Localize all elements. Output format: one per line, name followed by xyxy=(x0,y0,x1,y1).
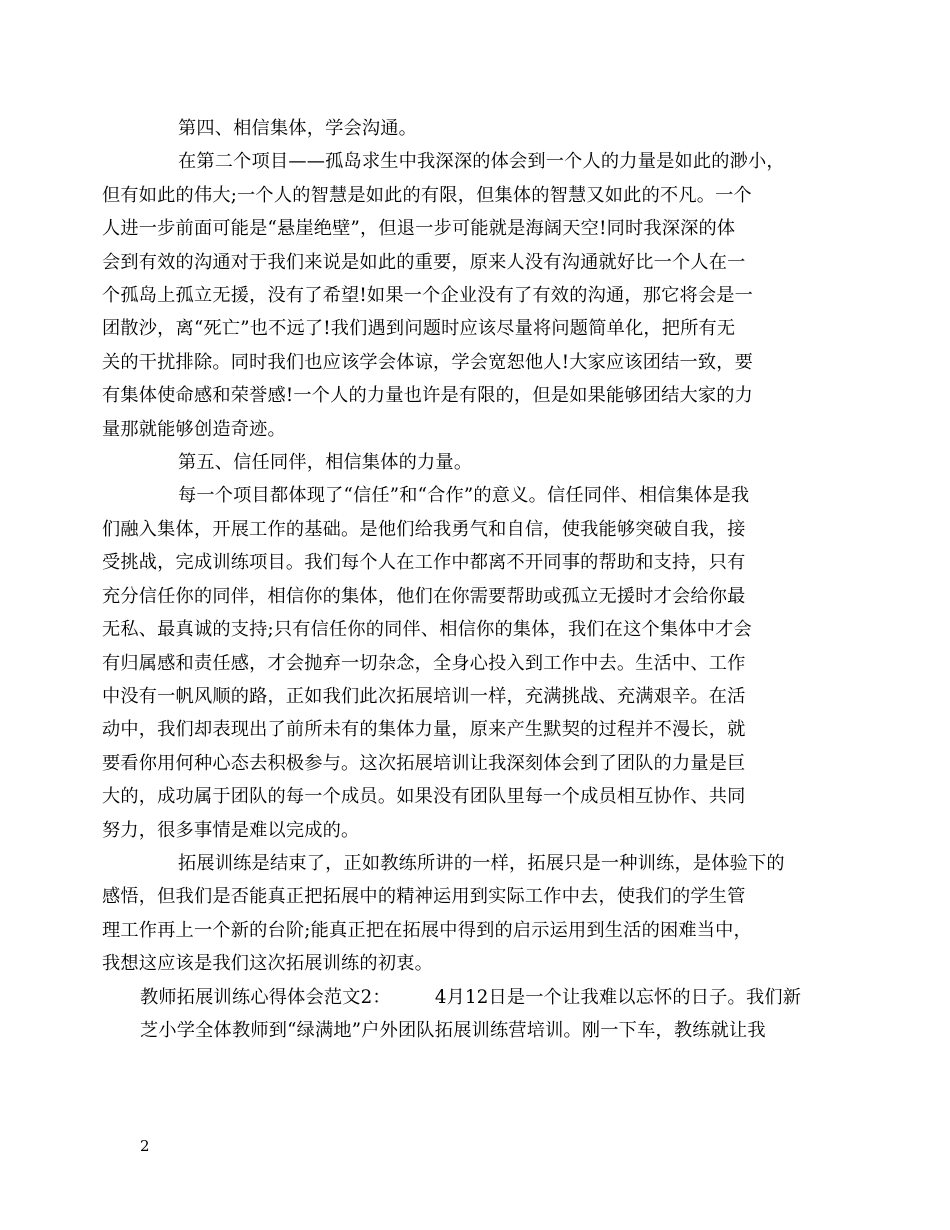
paragraph-line: 人进一步前面可能是“悬崖绝壁”，但退一步可能就是海阔天空!同时我深深的体 xyxy=(102,218,736,240)
final-paragraph-line xyxy=(140,981,812,1014)
paragraph xyxy=(102,145,812,446)
paragraph-line: 团散沙，离“死亡”也不远了!我们遇到问题时应该尽量将问题简单化，把所有无 xyxy=(102,318,736,340)
paragraph-line: 努力，很多事情是难以完成的。 xyxy=(102,819,360,841)
paragraph xyxy=(102,479,812,846)
paragraph-line: 每一个项目都体现了“信任”和“合作”的意义。信任同伴、相信集体是我 xyxy=(178,485,750,507)
paragraph-line: 动中，我们却表现出了前所未有的集体力量，原来产生默契的过程并不漫长，就 xyxy=(102,719,746,741)
final-heading: 教师拓展训练心得体会范文2： xyxy=(140,986,391,1008)
paragraph-line: 在第二个项目——孤岛求生中我深深的体会到一个人的力量是如此的渺小， xyxy=(178,151,785,173)
paragraph-line: 个孤岛上孤立无援，没有了希望!如果一个企业没有了有效的沟通，那它将会是一 xyxy=(102,285,754,307)
paragraph-line: 但有如此的伟大;一个人的智慧是如此的有限，但集体的智慧又如此的不凡。一个 xyxy=(102,184,752,206)
paragraph-line: 有集体使命感和荣誉感!一个人的力量也许是有限的，但是如果能够团结大家的力 xyxy=(102,385,754,407)
paragraph-line: 我想这应该是我们这次拓展训练的初衷。 xyxy=(102,953,433,975)
paragraph xyxy=(102,847,812,981)
paragraph-line: 第四、相信集体，学会沟通。 xyxy=(178,118,418,139)
paragraph-line: 中没有一帆风顺的路，正如我们此次拓展培训一样，充满挑战、充满艰辛。在活 xyxy=(102,685,746,707)
paragraph-line: 受挑战，完成训练项目。我们每个人在工作中都离不开同事的帮助和支持，只有 xyxy=(102,552,746,574)
paragraph-line: 有归属感和责任感，才会抛弃一切杂念，全身心投入到工作中去。生活中、工作 xyxy=(102,652,746,674)
paragraph xyxy=(140,112,812,145)
paragraph-line: 充分信任你的同伴，相信你的集体，他们在你需要帮助或孤立无援时才会给你最 xyxy=(102,585,746,607)
paragraph-line: 拓展训练是结束了，正如教练所讲的一样，拓展只是一种训练，是体验下的 xyxy=(178,852,785,874)
paragraph xyxy=(140,446,812,479)
paragraph-list xyxy=(102,112,812,981)
paragraph-line: 会到有效的沟通对于我们来说是如此的重要，原来人没有沟通就好比一个人在一 xyxy=(102,251,746,273)
paragraph-line: 第五、信任同伴，相信集体的力量。 xyxy=(178,452,473,474)
paragraph-line: 大的，成功属于团队的每一个成员。如果没有团队里每一个成员相互协作、共同 xyxy=(102,786,746,808)
final-paragraph xyxy=(140,981,812,1048)
paragraph-line: 要看你用何种心态去积极参与。这次拓展培训让我深刻体会到了团队的力量是巨 xyxy=(102,752,746,774)
paragraph-line: 们融入集体，开展工作的基础。是他们给我勇气和自信，使我能够突破自我，接 xyxy=(102,518,746,540)
paragraph-line: 量那就能够创造奇迹。 xyxy=(102,418,286,440)
page-number: 2 xyxy=(140,1137,150,1155)
final-first-line: 4月12日是一个让我难以忘怀的日子。我们新 xyxy=(434,986,802,1008)
paragraph-line: 关的干扰排除。同时我们也应该学会体谅，学会宽恕他人!大家应该团结一致，要 xyxy=(102,351,754,373)
paragraph-line: 无私、最真诚的支持;只有信任你的同伴、相信你的集体，我们在这个集体中才会 xyxy=(102,619,752,641)
paragraph-line: 感悟，但我们是否能真正把拓展中的精神运用到实际工作中去，使我们的学生管 xyxy=(102,886,746,908)
document-body xyxy=(102,112,812,1047)
final-second-line: 芝小学全体教师到“绿满地”户外团队拓展训练营培训。刚一下车，教练就让我 xyxy=(140,1019,766,1041)
paragraph-line: 理工作再上一个新的台阶;能真正把在拓展中得到的启示运用到生活的困难当中， xyxy=(102,919,752,941)
